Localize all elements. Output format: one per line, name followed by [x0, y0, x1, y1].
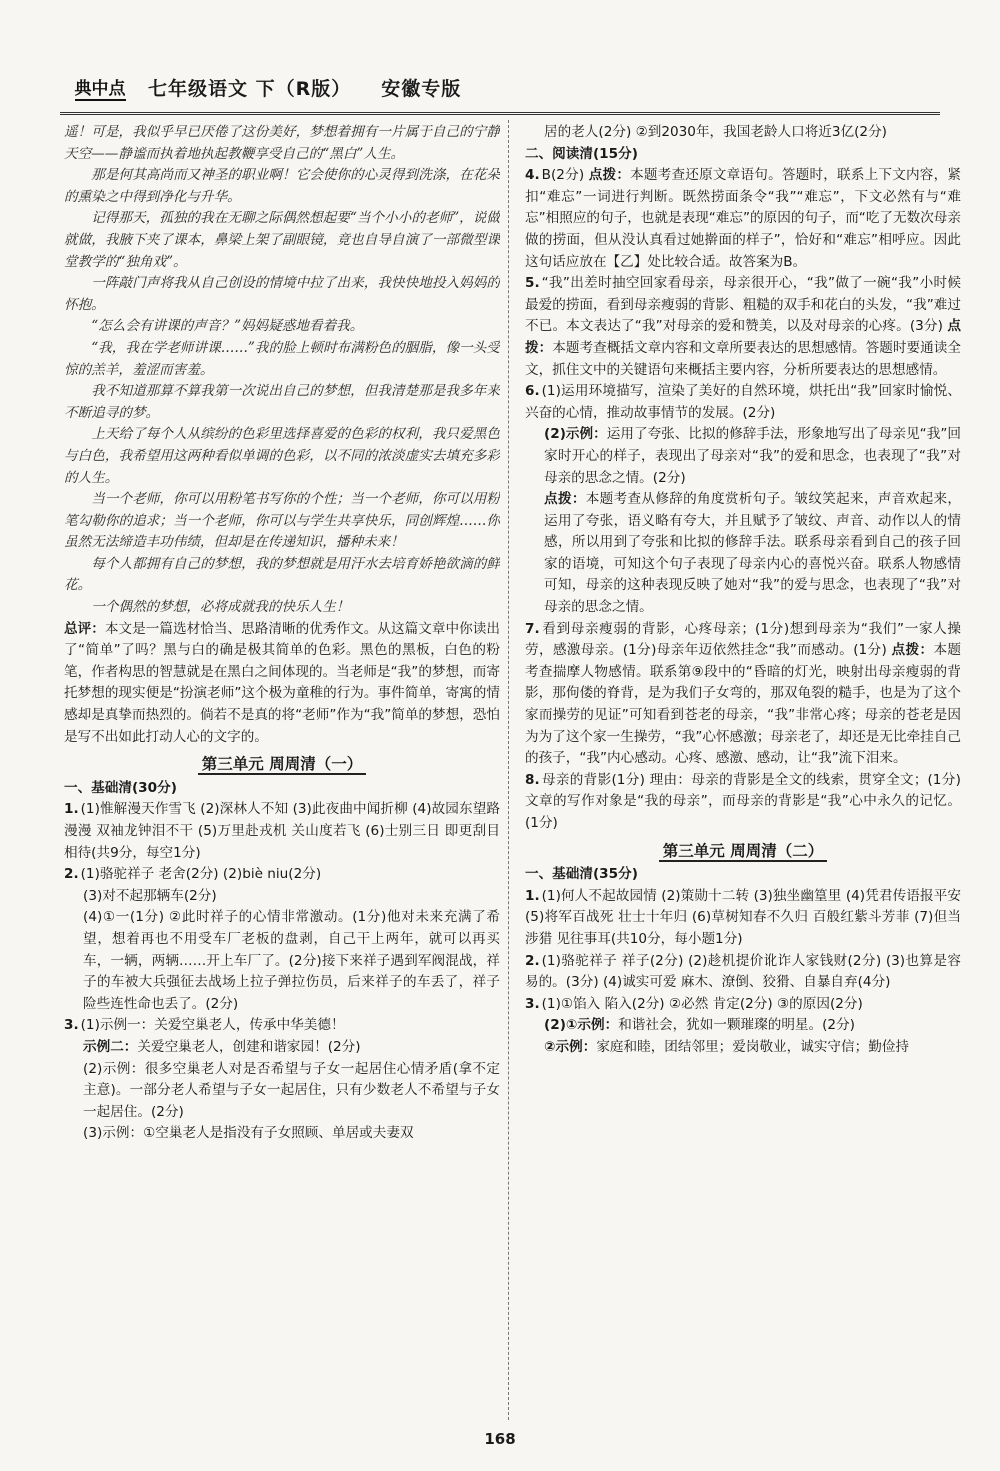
answer-item: 6. (1)运用环境描写，渲染了美好的自然环境，烘托出“我”回家时愉悦、兴奋的心情，推动故事情节的发展。(2分) — [525, 383, 961, 421]
left-column — [64, 122, 500, 1432]
answer-subitem: (4)①一(1分) ②此时祥子的心情非常激动。(1分)他对未来充满了希望，想着再也不用受车厂老板的盘剥，自己干上两年，就可以再买车，一辆，两辆……开上车厂了。(2分)接下来祥子遇到军阀混战，祥子的车被大兵强征去战场上拉子弹拉伤员，后来祥子的车丢了，祥子险些连性命也丢了。(2分) — [83, 909, 500, 1012]
section-heading: 二、阅读清(15分) — [525, 145, 638, 162]
answer-item: 2. (1)骆驼祥子 祥子(2分) (2)趁机提价讹诈人家钱财(2分) (3)也算是容易的。(3分) (4)诚实可爱 麻木、潦倒、狡猾、自暴自弃(4分) — [525, 952, 961, 991]
summary-comment — [64, 619, 500, 749]
answer-subitem: (3)对不起那辆车(2分) — [83, 887, 217, 904]
header-rule — [60, 112, 940, 115]
essay-paragraph: 那是何其高尚而又神圣的职业啊！它会使你的心灵得到洗涤，在花朵的熏染之中得到净化与升华。 — [64, 167, 500, 205]
answer-subitem: 点拨：本题考查从修辞的角度赏析句子。皱纹笑起来，声音欢起来，运用了夸张，语义略有夸大，并且赋予了皱纹、声音、动作以人的情感，所以用到了夸张和比拟的修辞手法。联系母亲看到自己的孩子回家的语境，可知这个句子表现了母亲内心的喜悦兴奋。联系人物感情可知，母亲的这种表现反映了她对“我”的爱与思念，也表现了“我”对母亲的思念之情。 — [544, 491, 961, 616]
page-header — [60, 62, 940, 112]
answer-subitem: (3)示例：①空巢老人是指没有子女照顾、单居或夫妻双 — [83, 1125, 414, 1142]
series-logo: 典中点 — [60, 65, 140, 109]
essay-paragraph: 每个人都拥有自己的梦想，我的梦想就是用汗水去培育娇艳欲滴的鲜花。 — [64, 555, 500, 594]
answer-item: 3. (1)示例一：关爱空巢老人，传承中华美德！ — [64, 1017, 345, 1034]
page-number: 168 — [484, 1430, 516, 1448]
column-divider — [508, 120, 509, 1420]
answer-subitem: (2)①示例：和谐社会，犹如一颗璀璨的明星。(2分) — [544, 1017, 855, 1034]
essay-paragraph: 一阵敲门声将我从自己创设的情境中拉了出来，我快快地投入妈妈的怀抱。 — [64, 275, 500, 313]
book-title: 七年级语文 下（R版） — [148, 77, 352, 100]
unit-title-1: 第三单元 周周清（一） — [64, 754, 500, 776]
answer-item: 7. 看到母亲瘦弱的背影，心疼母亲；(1分)想到母亲为“我们”一家人操劳，感激母亲。(1分)母亲年迈依然挂念“我”而感动。(1分) 点拨：本题考查揣摩人物感情。联系第⑨段中的“昏暗的灯光，映射出母亲瘦弱的背影，那佝偻的脊背，是为我们子女弯的，那双龟裂的糙手，也是为了这个家而操劳的见证”可知看到苍老的母亲，“我”非常心疼；母亲的苍老是因为为了这个家一生操劳，“我”心怀感激；母亲老了，却还是无比牵挂自己的孩子，“我”内心感动。心疼、感激、感动，让“我”流下泪来。 — [525, 620, 961, 767]
answer-item: 4. B(2分) 点拨：本题考查还原文章语句。答题时，联系上下文内容，紧扣“难忘”一词进行判断。既然捞面条令“我”“难忘”，下文必然有与“难忘”相照应的句子，也就是表现“难忘”的原因的句子，而“吃了无数次母亲做的捞面，但从没认真看过她擀面的样子”，恰好和“难忘”相呼应。因此这句话应放在【乙】处比较合适。故答案为B。 — [525, 167, 961, 270]
answer-item: 2. (1)骆驼祥子 老舍(2分) (2)biè niu(2分) — [64, 866, 322, 883]
sample-essay — [64, 122, 500, 619]
answer-subitem: 居的老人(2分) ②到2030年，我国老龄人口将近3亿(2分) — [544, 124, 887, 140]
section-heading: 一、基础清(35分) — [525, 866, 638, 883]
answer-item: 1. (1)惟解漫天作雪飞 (2)深林人不知 (3)此夜曲中闻折柳 (4)故园东望路漫漫 双袖龙钟泪不干 (5)万里赴戎机 关山度若飞 (6)士别三日 即更刮目相待(共9分，每空1分) — [64, 801, 500, 861]
answer-subitem: 示例二：关爱空巢老人，创建和谐家园！(2分) — [83, 1038, 361, 1055]
summary-text: 本文是一篇选材恰当、思路清晰的优秀作文。从这篇文章中你读出了“简单”了吗？黑与白的确是极其简单的色彩。黑色的黑板，白色的粉笔，作者构思的智慧就是在黑白之间体现的。当老师是“我”的梦想，而寄托梦想的现实便是“扮演老师”这个极为童稚的行为。事件简单，寄寓的情感却是真挚而热烈的。倘若不是真的将“老师”作为“我”简单的梦想，恐怕是写不出如此打动人心的文字的。 — [64, 620, 500, 745]
answer-item: 1. (1)何人不起故园情 (2)策勋十二转 (3)独坐幽篁里 (4)凭君传语报平安 (5)将军百战死 壮士十年归 (6)草树知春不久归 百般红紫斗芳菲 (7)但当涉猎 见往事耳(共10分，每小题1分) — [525, 887, 961, 947]
essay-paragraph: 一个偶然的梦想，必将成就我的快乐人生！ — [91, 599, 350, 616]
essay-paragraph: 记得那天，孤独的我在无聊之际偶然想起要“当个小小的老师”，说做就做，我腋下夹了课本，鼻梁上架了副眼镜，竟也自导自演了一部微型课堂教学的“独角戏”。 — [64, 210, 500, 270]
essay-paragraph: 上天给了每个人从缤纷的色彩里选择喜爱的色彩的权利，我只爱黑色与白色，我希望用这两种看似单调的色彩，以不同的浓淡虚实去填充多彩的人生。 — [64, 426, 500, 486]
summary-label: 总评： — [64, 620, 105, 637]
answer-item: 3. (1)①馅入 陷入(2分) ②必然 肯定(2分) ③的原因(2分) — [525, 995, 863, 1012]
essay-paragraph: “我，我在学老师讲课……”我的脸上顿时布满粉色的胭脂，像一头受惊的羔羊，羞涩而害羞。 — [64, 339, 500, 378]
answer-subitem: (2)示例：运用了夸张、比拟的修辞手法，形象地写出了母亲见“我”回家时开心的样子，表现出了母亲对“我”的爱和思念，也表现了“我”对母亲的思念之情。(2分) — [544, 426, 961, 486]
section-heading: 一、基础清(30分) — [64, 779, 177, 796]
book-edition: 安徽专版 — [381, 77, 462, 100]
answer-subitem: (2)示例：很多空巢老人对是否希望与子女一起居住心情矛盾(拿不定主意)。一部分老人希望与子女一起居住，只有少数老人不希望与子女一起居住。(2分) — [83, 1060, 500, 1120]
answer-item: 8. 母亲的背影(1分) 理由：母亲的背影是全文的线索，贯穿全文；(1分)文章的写作对象是“我的母亲”，而母亲的背影是“我”心中永久的记忆。(1分) — [525, 771, 961, 831]
essay-paragraph: 我不知道那算不算我第一次说出自己的梦想，但我清楚那是我多年来不断追寻的梦。 — [64, 383, 500, 421]
essay-paragraph: 遥！可是，我似乎早已厌倦了这份美好，梦想着拥有一片属于自己的宁静天空——静谧而执着地执起教鞭享受自己的“黑白”人生。 — [64, 124, 500, 162]
right-column — [525, 122, 961, 1432]
unit-title-2: 第三单元 周周清（二） — [525, 841, 961, 863]
answer-subitem: ②示例：家庭和睦，团结邻里；爱岗敬业，诚实守信；勤俭持 — [544, 1038, 909, 1055]
essay-paragraph: 当一个老师，你可以用粉笔书写你的个性；当一个老师，你可以用粉笔勾勒你的追求；当一个老师，你可以与学生共享快乐，同创辉煌……你虽然无法缔造丰功伟绩，但却是在传递知识，播种未来！ — [64, 491, 500, 551]
essay-paragraph: “怎么会有讲课的声音？”妈妈疑惑地看着我。 — [91, 318, 364, 335]
answer-item: 5. “我”出差时抽空回家看母亲，母亲很开心，“我”做了一碗“我”小时候最爱的捞面，看到母亲瘦弱的背影、粗糙的双手和花白的头发，“我”难过不已。本文表达了“我”对母亲的爱和赞美，以及对母亲的心疼。(3分) 点拨：本题考查概括文章内容和文章所要表达的思想感情。答题时要通读全文，抓住文中的关键语句来概括主要内容，分析所要表达的思想感情。 — [525, 275, 961, 378]
